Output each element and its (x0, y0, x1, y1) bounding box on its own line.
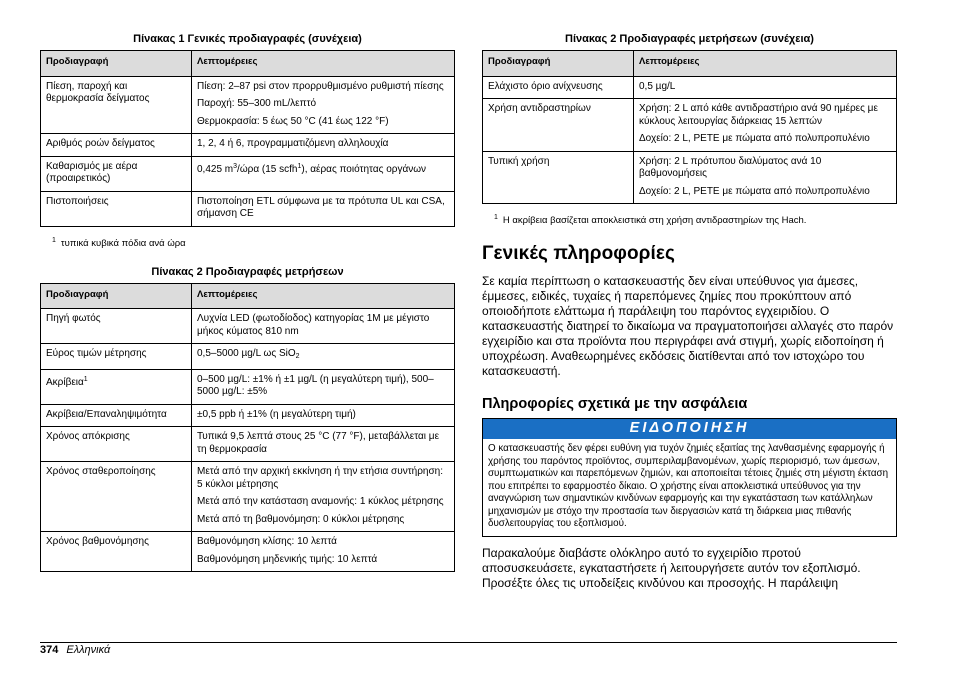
general-spec-table (40, 50, 455, 227)
detail-line: Μετά από την κατάσταση αναμονής: 1 κύκλος μέτρησης (197, 496, 444, 507)
footnote-text: τυπικά κυβικά πόδια ανά ώρα (60, 237, 186, 249)
detail-line: Τυπικά 9,5 λεπτά στους 25 °C (77 °F), μεταβάλλεται με τη θερμοκρασία (197, 431, 440, 455)
spec-cell: Χρόνος βαθμονόμησης (41, 532, 192, 572)
column-header: Λεπτομέρειες (634, 51, 897, 77)
detail-line: Βαθμονόμηση μηδενικής τιμής: 10 λεπτά (197, 553, 378, 565)
details-cell (192, 462, 455, 532)
detail-line: Δοχείο: 2 L, PETE με πώματα από πολυπροπυλένιο (639, 133, 870, 144)
detail-line: ±0,5 ppb ή ±1% (η μεγαλύτερη τιμή) (197, 408, 356, 420)
measurement-spec-table-continued (482, 50, 897, 204)
details-cell (192, 191, 455, 226)
table-row (41, 404, 455, 427)
details-cell (192, 134, 455, 157)
safety-info-heading: Πληροφορίες σχετικά με την ασφάλεια (482, 396, 748, 412)
table2-cont-caption: Πίνακας 2 Προδιαγραφές μετρήσεων (συνέχεια) (565, 33, 814, 45)
notice-title: ΕΙΔΟΠΟΙΗΣΗ (483, 419, 896, 439)
column-header: Προδιαγραφή (41, 283, 192, 309)
footnote-mark: 1 (494, 214, 498, 221)
notice-text: Ο κατασκευαστής δεν φέρει ευθύνη για τυχόν ζημιές εξαιτίας της λανθασμένης εφαρμογής ή χρήσης του παρόντος προϊόντος, συμπεριλαμβανομένων, χωρίς περιορισμό, των άμεσων, συμπτωματικών και παρεπόμενων ζημιών, και αποποιείται τέτοιες ζημιές στη μέγιστη έκταση που επιτρέπει το εφαρμοστέο δίκαιο. Ο χρήστης είναι αποκλειστικά υπεύθυνος για την αναγνώριση των σημαντικών κινδύνων εφαρμογής και την εγκατάσταση των κατάλληλων μηχανισμών με στόχο την προστασία των διεργασιών κατά τη διάρκεια μιας πιθανής δυσλειτουργίας του εξοπλισμού. (488, 443, 889, 529)
table-row (41, 369, 455, 404)
detail-line: Λυχνία LED (φωτοδίοδος) κατηγορίας 1M με μέγιστο μήκος κύματος 810 nm (197, 313, 430, 337)
general-info-paragraph: Σε καμία περίπτωση ο κατασκευαστής δεν είναι υπεύθυνος για άμεσες, έμμεσες, ειδικές, τυχαίες ή παρεπόμενες ζημίες που προκύπτουν από οποιοδήποτε ελάττωμα ή παράλειψη του παρόντος εγχειριδίου. Ο κατασκευαστής διατηρεί το δικαίωμα να πραγματοποιήσει αλλαγές στο παρόν εγχειρίδιο και στα προϊόντα που περιγράφει ανά στιγμή, χωρίς ειδοποίηση ή υποχρέωση. Αναθεωρημένες εκδόσεις διατίθενται από τον ιστοχώρο του κατασκευαστή. (482, 274, 894, 378)
table-header-row (41, 283, 455, 309)
table-row (41, 309, 455, 344)
spec-cell: Αριθμός ροών δείγματος (41, 134, 192, 157)
table2-caption: Πίνακας 2 Προδιαγραφές μετρήσεων (151, 265, 344, 278)
table-row (41, 134, 455, 157)
detail-line: Πιστοποίηση ETL σύμφωνα με τα πρότυπα UL και CSA, σήμανση CE (197, 195, 445, 219)
footnote-text: Η ακρίβεια βασίζεται αποκλειστικά στη χρήση αντιδραστηρίων της Hach. (502, 215, 807, 226)
spec-cell: Τυπική χρήση (483, 151, 634, 204)
notice-box (482, 418, 897, 537)
details-cell (192, 156, 455, 191)
column-header: Λεπτομέρειες (192, 51, 455, 77)
detail-line: Χρήση: 2 L πρότυπου διαλύματος ανά 10 βαθμονομήσεις (639, 155, 822, 179)
detail-line: 0,5–5000 µg/L ως SiO$_2$ (197, 348, 300, 360)
measurement-spec-table (40, 283, 455, 573)
column-header: Προδιαγραφή (41, 51, 192, 77)
details-cell (634, 151, 897, 204)
detail-line: Μετά από τη βαθμονόμηση: 0 κύκλοι μέτρησης (197, 513, 405, 525)
table-header-row (41, 51, 455, 77)
footnote-mark: 1 (52, 236, 56, 244)
spec-cell: Πηγή φωτός (41, 309, 192, 344)
detail-line: Πίεση: 2–87 psi στον προρρυθμισμένο ρυθμιστή πίεσης (197, 80, 444, 92)
table-row (483, 151, 897, 204)
details-cell (192, 427, 455, 462)
spec-cell: Χρήση αντιδραστηρίων (483, 99, 634, 152)
table-row (41, 344, 455, 370)
table-header-row (483, 51, 897, 77)
details-cell (192, 404, 455, 427)
table-row (41, 427, 455, 462)
detail-line: 0,425 $m^3$/ώρα (15 scfh$^1$), αέρας ποιότητας οργάνων (197, 162, 427, 175)
safety-paragraph: Παρακαλούμε διαβάστε ολόκληρο αυτό το εγχειρίδιο προτού αποσυσκευάσετε, εγκαταστήσετε ή λειτουργήσετε αυτόν τον εξοπλισμό. Προσέξτε όλες τις υποδείξεις κινδύνου και προσοχής. Η παράλειψη (482, 545, 861, 590)
general-info-heading: Γενικές πληροφορίες (482, 243, 676, 264)
detail-line: Παροχή: 55–300 mL/λεπτό (197, 98, 317, 109)
table-row (41, 191, 455, 226)
details-cell (192, 369, 455, 404)
detail-line: 0,5 µg/L (639, 80, 676, 92)
table-row (41, 532, 455, 572)
page-footer (40, 643, 110, 657)
details-cell (192, 532, 455, 572)
details-cell (192, 76, 455, 134)
table-row (483, 99, 897, 152)
left-column (40, 0, 455, 572)
spec-cell: Πίεση, παροχή και θερμοκρασία δείγματος (41, 76, 192, 134)
page-number: 374 (40, 644, 59, 656)
spec-cell: Χρόνος απόκρισης (41, 427, 192, 462)
table-row (41, 462, 455, 532)
column-header: Λεπτομέρειες (192, 283, 455, 309)
details-cell (634, 99, 897, 152)
spec-cell: Εύρος τιμών μέτρησης (41, 344, 192, 370)
spec-cell: Ελάχιστο όριο ανίχνευσης (483, 76, 634, 99)
spec-cell: Καθαρισμός με αέρα (προαιρετικός) (41, 156, 192, 191)
detail-line: 0–500 µg/L: ±1% ή ±1 µg/L (η μεγαλύτερη τιμή), 500–5000 µg/L: ±5% (197, 373, 434, 397)
spec-cell: Ακρίβεια$^1$ (41, 369, 192, 404)
detail-line: Δοχείο: 2 L, PETE με πώματα από πολυπροπυλένιο (639, 185, 870, 197)
details-cell (192, 344, 455, 370)
table-row (41, 76, 455, 134)
detail-line: Θερμοκρασία: 5 έως 50 °C (41 έως 122 °F) (197, 115, 389, 127)
detail-line: Βαθμονόμηση κλίσης: 10 λεπτά (197, 536, 337, 547)
table2-footnote (482, 212, 897, 227)
column-header: Προδιαγραφή (483, 51, 634, 77)
footer-divider (40, 642, 897, 643)
detail-line: Χρήση: 2 L από κάθε αντιδραστήριο ανά 90 ημέρες με κύκλους λειτουργίας διάρκειας 15 λεπτών (639, 103, 878, 127)
detail-line: 1, 2, 4 ή 6, προγραμματιζόμενη αλληλουχία (197, 138, 389, 149)
details-cell (192, 309, 455, 344)
details-cell (634, 76, 897, 99)
table-row (41, 156, 455, 191)
detail-line: Μετά από την αρχική εκκίνηση ή την ετήσια συντήρηση: 5 κύκλοι μέτρησης (197, 466, 443, 490)
footer-language: Ελληνικά (66, 644, 111, 656)
table1-footnote (40, 235, 455, 250)
spec-cell: Χρόνος σταθεροποίησης (41, 462, 192, 532)
table1-caption: Πίνακας 1 Γενικές προδιαγραφές (συνέχεια) (133, 33, 362, 45)
spec-cell: Ακρίβεια/Επαναληψιμότητα (41, 404, 192, 427)
table-row (483, 76, 897, 99)
right-column (482, 0, 897, 591)
spec-cell: Πιστοποιήσεις (41, 191, 192, 226)
